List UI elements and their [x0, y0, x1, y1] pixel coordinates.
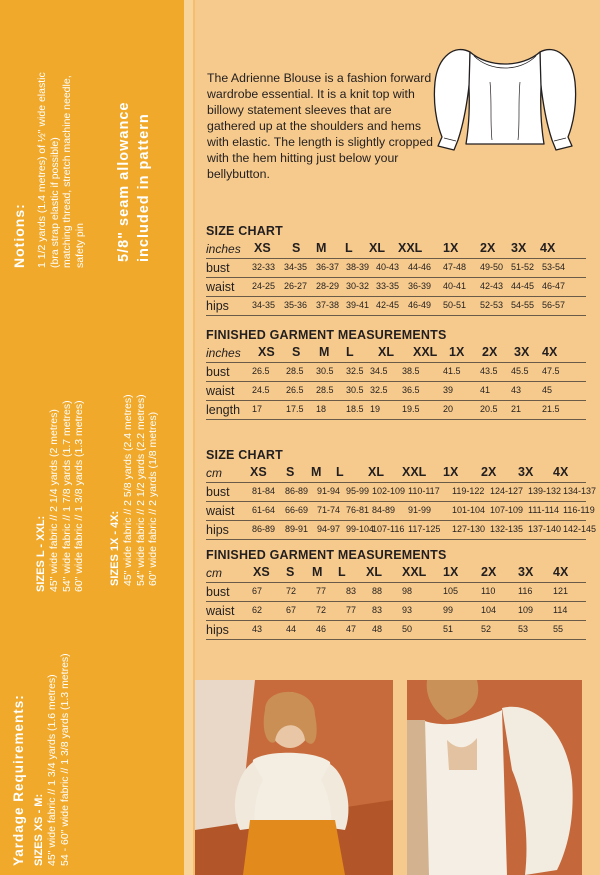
size-header: L [346, 345, 354, 359]
table-cell: 67 [252, 586, 263, 596]
table-cell: 26-27 [284, 281, 308, 291]
table-cell: 39 [443, 385, 454, 395]
table-cell: 46-47 [542, 281, 566, 291]
table-cell: 127-130 [452, 524, 486, 534]
finished-measurements-inches [206, 326, 586, 420]
table-cell: 49-50 [480, 262, 504, 272]
unit-label: inches [206, 346, 241, 360]
table-cell: 32.5 [346, 366, 364, 376]
row-label: hips [206, 523, 229, 537]
size-header: XS [254, 241, 271, 255]
notions-line: (bra strap elastic if possible) [48, 137, 61, 268]
table-cell: 45 [542, 385, 553, 395]
notions-line: 1 1/2 yards (1.4 metres) of ½" wide elastic [36, 72, 48, 268]
row-label: bust [206, 485, 230, 499]
table-cell: 48 [372, 624, 383, 634]
table-cell: 18 [316, 404, 327, 414]
table-cell: 26.5 [252, 366, 270, 376]
table-cell: 43 [511, 385, 522, 395]
unit-label: cm [206, 566, 222, 580]
finished-measurements-cm [206, 546, 586, 640]
table-cell: 44 [286, 624, 297, 634]
table-cell: 52 [481, 624, 492, 634]
table-row [206, 278, 586, 297]
table-header-row [206, 344, 586, 363]
table-cell: 107-109 [490, 505, 524, 515]
table-cell: 19 [370, 404, 381, 414]
table-cell: 76-81 [346, 505, 370, 515]
table-cell: 114 [553, 605, 568, 615]
table-cell: 83 [372, 605, 383, 615]
row-label: hips [206, 623, 229, 637]
table-cell: 99-104 [346, 524, 375, 534]
table-cell: 43 [252, 624, 263, 634]
table-cell: 86-89 [285, 486, 309, 496]
size-header: 1X [449, 345, 465, 359]
sizes-l-xxl-line: 60" wide fabric // 1 3/8 yards (1.3 metres) [73, 400, 85, 592]
table-cell: 101-104 [452, 505, 486, 515]
table-cell: 84-89 [372, 505, 396, 515]
table-cell: 36-37 [316, 262, 340, 272]
table-cell: 37-38 [316, 300, 340, 310]
table-cell: 21.5 [542, 404, 560, 414]
table-row [206, 259, 586, 278]
size-header: 4X [542, 345, 558, 359]
table-cell: 38.5 [402, 366, 420, 376]
sizes-xs-m-line: 54 - 60" wide fabric // 1 3/8 yards (1.3 metres) [58, 653, 71, 866]
table-cell: 102-109 [372, 486, 406, 496]
table-cell: 42-43 [480, 281, 504, 291]
size-header: S [292, 241, 301, 255]
size-header: XL [366, 565, 382, 579]
table-cell: 34-35 [252, 300, 276, 310]
table-cell: 30.5 [346, 385, 364, 395]
table-cell: 43.5 [480, 366, 498, 376]
row-label: bust [206, 365, 230, 379]
size-header: M [316, 241, 327, 255]
table-cell: 52-53 [480, 300, 504, 310]
size-header: M [311, 465, 322, 479]
notions-line: safety pin [73, 223, 86, 268]
size-header: S [286, 565, 295, 579]
table-cell: 89-91 [285, 524, 309, 534]
table-cell: 20 [443, 404, 454, 414]
size-header: 2X [481, 565, 497, 579]
table-cell: 53-54 [542, 262, 566, 272]
table-cell: 94-97 [317, 524, 341, 534]
table-cell: 142-145 [563, 524, 597, 534]
table-cell: 28-29 [316, 281, 340, 291]
table-cell: 93 [402, 605, 413, 615]
size-header: XL [368, 465, 384, 479]
table-cell: 41 [480, 385, 491, 395]
table-title: FINISHED GARMENT MEASUREMENTS [206, 548, 447, 562]
table-cell: 91-99 [408, 505, 432, 515]
size-header: L [345, 241, 353, 255]
seam-allowance-line: 5/8" seam allowance [116, 101, 132, 262]
sizes-xs-m-line: 45" wide fabric // 1 3/4 yards (1.6 metres) [46, 674, 58, 866]
sizes-1x-4x-line: 54" wide fabric // 2 1/2 yards (2.2 metres) [134, 394, 147, 586]
table-cell: 77 [346, 605, 357, 615]
table-cell: 95-99 [346, 486, 370, 496]
table-cell: 77 [316, 586, 327, 596]
table-cell: 34-35 [284, 262, 308, 272]
table-cell: 32-33 [252, 262, 276, 272]
table-cell: 17.5 [286, 404, 304, 414]
table-cell: 117-125 [408, 524, 441, 534]
seam-allowance-line: included in pattern [136, 113, 152, 262]
table-row [206, 521, 597, 540]
table-header-row [206, 564, 586, 583]
size-header: 1X [443, 465, 459, 479]
size-header: 3X [518, 565, 534, 579]
table-cell: 124-127 [490, 486, 524, 496]
size-header: XXL [402, 465, 427, 479]
size-header: 4X [553, 565, 569, 579]
size-header: L [338, 565, 346, 579]
table-cell: 137-140 [528, 524, 562, 534]
table-cell: 18.5 [346, 404, 364, 414]
size-header: XS [258, 345, 275, 359]
table-cell: 134-137 [563, 486, 597, 496]
table-cell: 110-117 [408, 486, 440, 496]
table-cell: 61-64 [252, 505, 276, 515]
table-cell: 51-52 [511, 262, 535, 272]
size-header: S [292, 345, 301, 359]
sizes-1x-4x-block [108, 394, 160, 586]
sidebar [0, 0, 184, 875]
table-cell: 32.5 [370, 385, 388, 395]
table-cell: 50 [402, 624, 413, 634]
size-header: 1X [443, 565, 459, 579]
table-cell: 86-89 [252, 524, 276, 534]
table-cell: 24-25 [252, 281, 276, 291]
table-cell: 28.5 [316, 385, 334, 395]
table-cell: 66-69 [285, 505, 309, 515]
unit-label: cm [206, 466, 222, 480]
table-header-row [206, 464, 586, 483]
row-label: bust [206, 261, 230, 275]
table-cell: 91-94 [317, 486, 341, 496]
size-header: 2X [481, 465, 497, 479]
table-cell: 44-45 [511, 281, 535, 291]
size-header: 4X [540, 241, 556, 255]
table-cell: 139-132 [528, 486, 562, 496]
table-cell: 109 [518, 605, 534, 615]
table-cell: 99 [443, 605, 454, 615]
notions-line: matching thread, stretch machine needle, [61, 75, 73, 268]
row-label: waist [206, 384, 235, 398]
table-cell: 41.5 [443, 366, 461, 376]
table-cell: 121 [553, 586, 569, 596]
blouse-illustration [430, 22, 580, 172]
size-header: XS [253, 565, 270, 579]
size-header: 3X [518, 465, 534, 479]
table-cell: 45.5 [511, 366, 529, 376]
table-cell: 46 [316, 624, 327, 634]
table-row [206, 382, 586, 401]
size-header: XXL [398, 241, 423, 255]
size-header: 4X [553, 465, 569, 479]
table-cell: 34.5 [370, 366, 388, 376]
size-header: 2X [480, 241, 496, 255]
table-header-row [206, 240, 586, 259]
table-cell: 42-45 [376, 300, 400, 310]
table-cell: 17 [252, 404, 263, 414]
sizes-l-xxl-block [34, 400, 86, 592]
size-header: XXL [413, 345, 438, 359]
model-back-photo [407, 680, 582, 875]
sizes-l-xxl-line: 54" wide fabric // 1 7/8 yards (1.7 metres) [60, 400, 73, 592]
table-cell: 83 [346, 586, 357, 596]
row-label: bust [206, 585, 230, 599]
size-header: 3X [511, 241, 527, 255]
table-cell: 40-41 [443, 281, 467, 291]
table-cell: 81-84 [252, 486, 276, 496]
sizes-1x-4x-line: 45" wide fabric // 2 5/8 yards (2.4 metres) [122, 394, 134, 586]
table-cell: 40-43 [376, 262, 400, 272]
table-cell: 20.5 [480, 404, 498, 414]
table-cell: 72 [316, 605, 327, 615]
sizes-1x-4x-line: 60" wide fabric // 2 yards (1/8 metres) [147, 411, 159, 586]
row-label: length [206, 403, 241, 417]
size-header: M [319, 345, 330, 359]
size-chart-cm [206, 446, 597, 540]
yardage-title: Yardage Requirements: [11, 694, 26, 866]
table-row [206, 401, 586, 420]
size-chart-inches [206, 222, 586, 316]
table-cell: 111-114 [528, 505, 560, 515]
table-cell: 33-35 [376, 281, 400, 291]
table-title: SIZE CHART [206, 224, 283, 238]
table-row [206, 483, 597, 502]
notions-block [10, 72, 86, 268]
table-cell: 88 [372, 586, 383, 596]
table-row [206, 363, 586, 382]
size-header: XXL [402, 565, 427, 579]
size-header: M [312, 565, 323, 579]
row-label: waist [206, 604, 235, 618]
table-cell: 116-119 [563, 505, 595, 515]
table-cell: 110 [481, 586, 496, 596]
table-cell: 56-57 [542, 300, 566, 310]
table-cell: 50-51 [443, 300, 467, 310]
table-cell: 26.5 [286, 385, 304, 395]
table-cell: 47-48 [443, 262, 467, 272]
sizes-l-xxl-title: SIZES L - XXL: [35, 515, 47, 592]
notions-title: Notions: [11, 203, 27, 268]
row-label: hips [206, 299, 229, 313]
size-header: 2X [482, 345, 498, 359]
size-header: XS [250, 465, 267, 479]
table-row [206, 602, 586, 621]
size-header: XL [369, 241, 385, 255]
table-cell: 104 [481, 605, 497, 615]
intro-text: The Adrienne Blouse is a fashion forward wardrobe essential. It is a knit top with billowy statement sleeves that are gathered up at the shoulders and hems with elastic. The length is slightly cropped with the hem hitting just below your bellybutton. [207, 71, 434, 181]
divider-stripe [184, 0, 193, 875]
table-cell: 67 [286, 605, 297, 615]
table-cell: 62 [252, 605, 263, 615]
size-header: 1X [443, 241, 459, 255]
table-row [206, 502, 595, 521]
table-cell: 116 [518, 586, 533, 596]
table-cell: 30.5 [316, 366, 334, 376]
sizes-l-xxl-line: 45" wide fabric // 2 1/4 yards (2 metres) [48, 409, 60, 592]
size-header: L [336, 465, 344, 479]
table-cell: 72 [286, 586, 297, 596]
table-cell: 44-46 [408, 262, 432, 272]
table-cell: 119-122 [452, 486, 485, 496]
yardage-block [10, 653, 71, 866]
row-label: waist [206, 504, 235, 518]
size-header: S [286, 465, 295, 479]
size-header: 3X [514, 345, 530, 359]
row-label: waist [206, 280, 235, 294]
table-cell: 54-55 [511, 300, 535, 310]
unit-label: inches [206, 242, 241, 256]
table-cell: 46-49 [408, 300, 432, 310]
table-cell: 105 [443, 586, 459, 596]
table-cell: 21 [511, 404, 522, 414]
table-row [206, 297, 586, 316]
table-cell: 98 [402, 586, 413, 596]
table-cell: 71-74 [317, 505, 341, 515]
table-cell: 38-39 [346, 262, 370, 272]
table-cell: 53 [518, 624, 529, 634]
table-cell: 55 [553, 624, 564, 634]
table-cell: 47 [346, 624, 357, 634]
table-cell: 28.5 [286, 366, 304, 376]
sizes-xs-m-title: SIZES XS - M: [33, 793, 45, 866]
table-row [206, 621, 586, 640]
table-cell: 36.5 [402, 385, 420, 395]
table-cell: 19.5 [402, 404, 420, 414]
table-title: FINISHED GARMENT MEASUREMENTS [206, 328, 447, 342]
table-cell: 36-39 [408, 281, 432, 291]
table-cell: 47.5 [542, 366, 560, 376]
table-cell: 24.5 [252, 385, 270, 395]
table-cell: 107-116 [372, 524, 405, 534]
size-header: XL [378, 345, 394, 359]
table-cell: 132-135 [490, 524, 524, 534]
table-cell: 51 [443, 624, 454, 634]
table-row [206, 583, 586, 602]
table-cell: 35-36 [284, 300, 308, 310]
table-cell: 39-41 [346, 300, 370, 310]
table-cell: 30-32 [346, 281, 370, 291]
seam-allowance-block [114, 102, 154, 262]
table-title: SIZE CHART [206, 448, 283, 462]
model-front-photo [195, 680, 393, 875]
sizes-1x-4x-title: SIZES 1X - 4X: [109, 510, 121, 586]
